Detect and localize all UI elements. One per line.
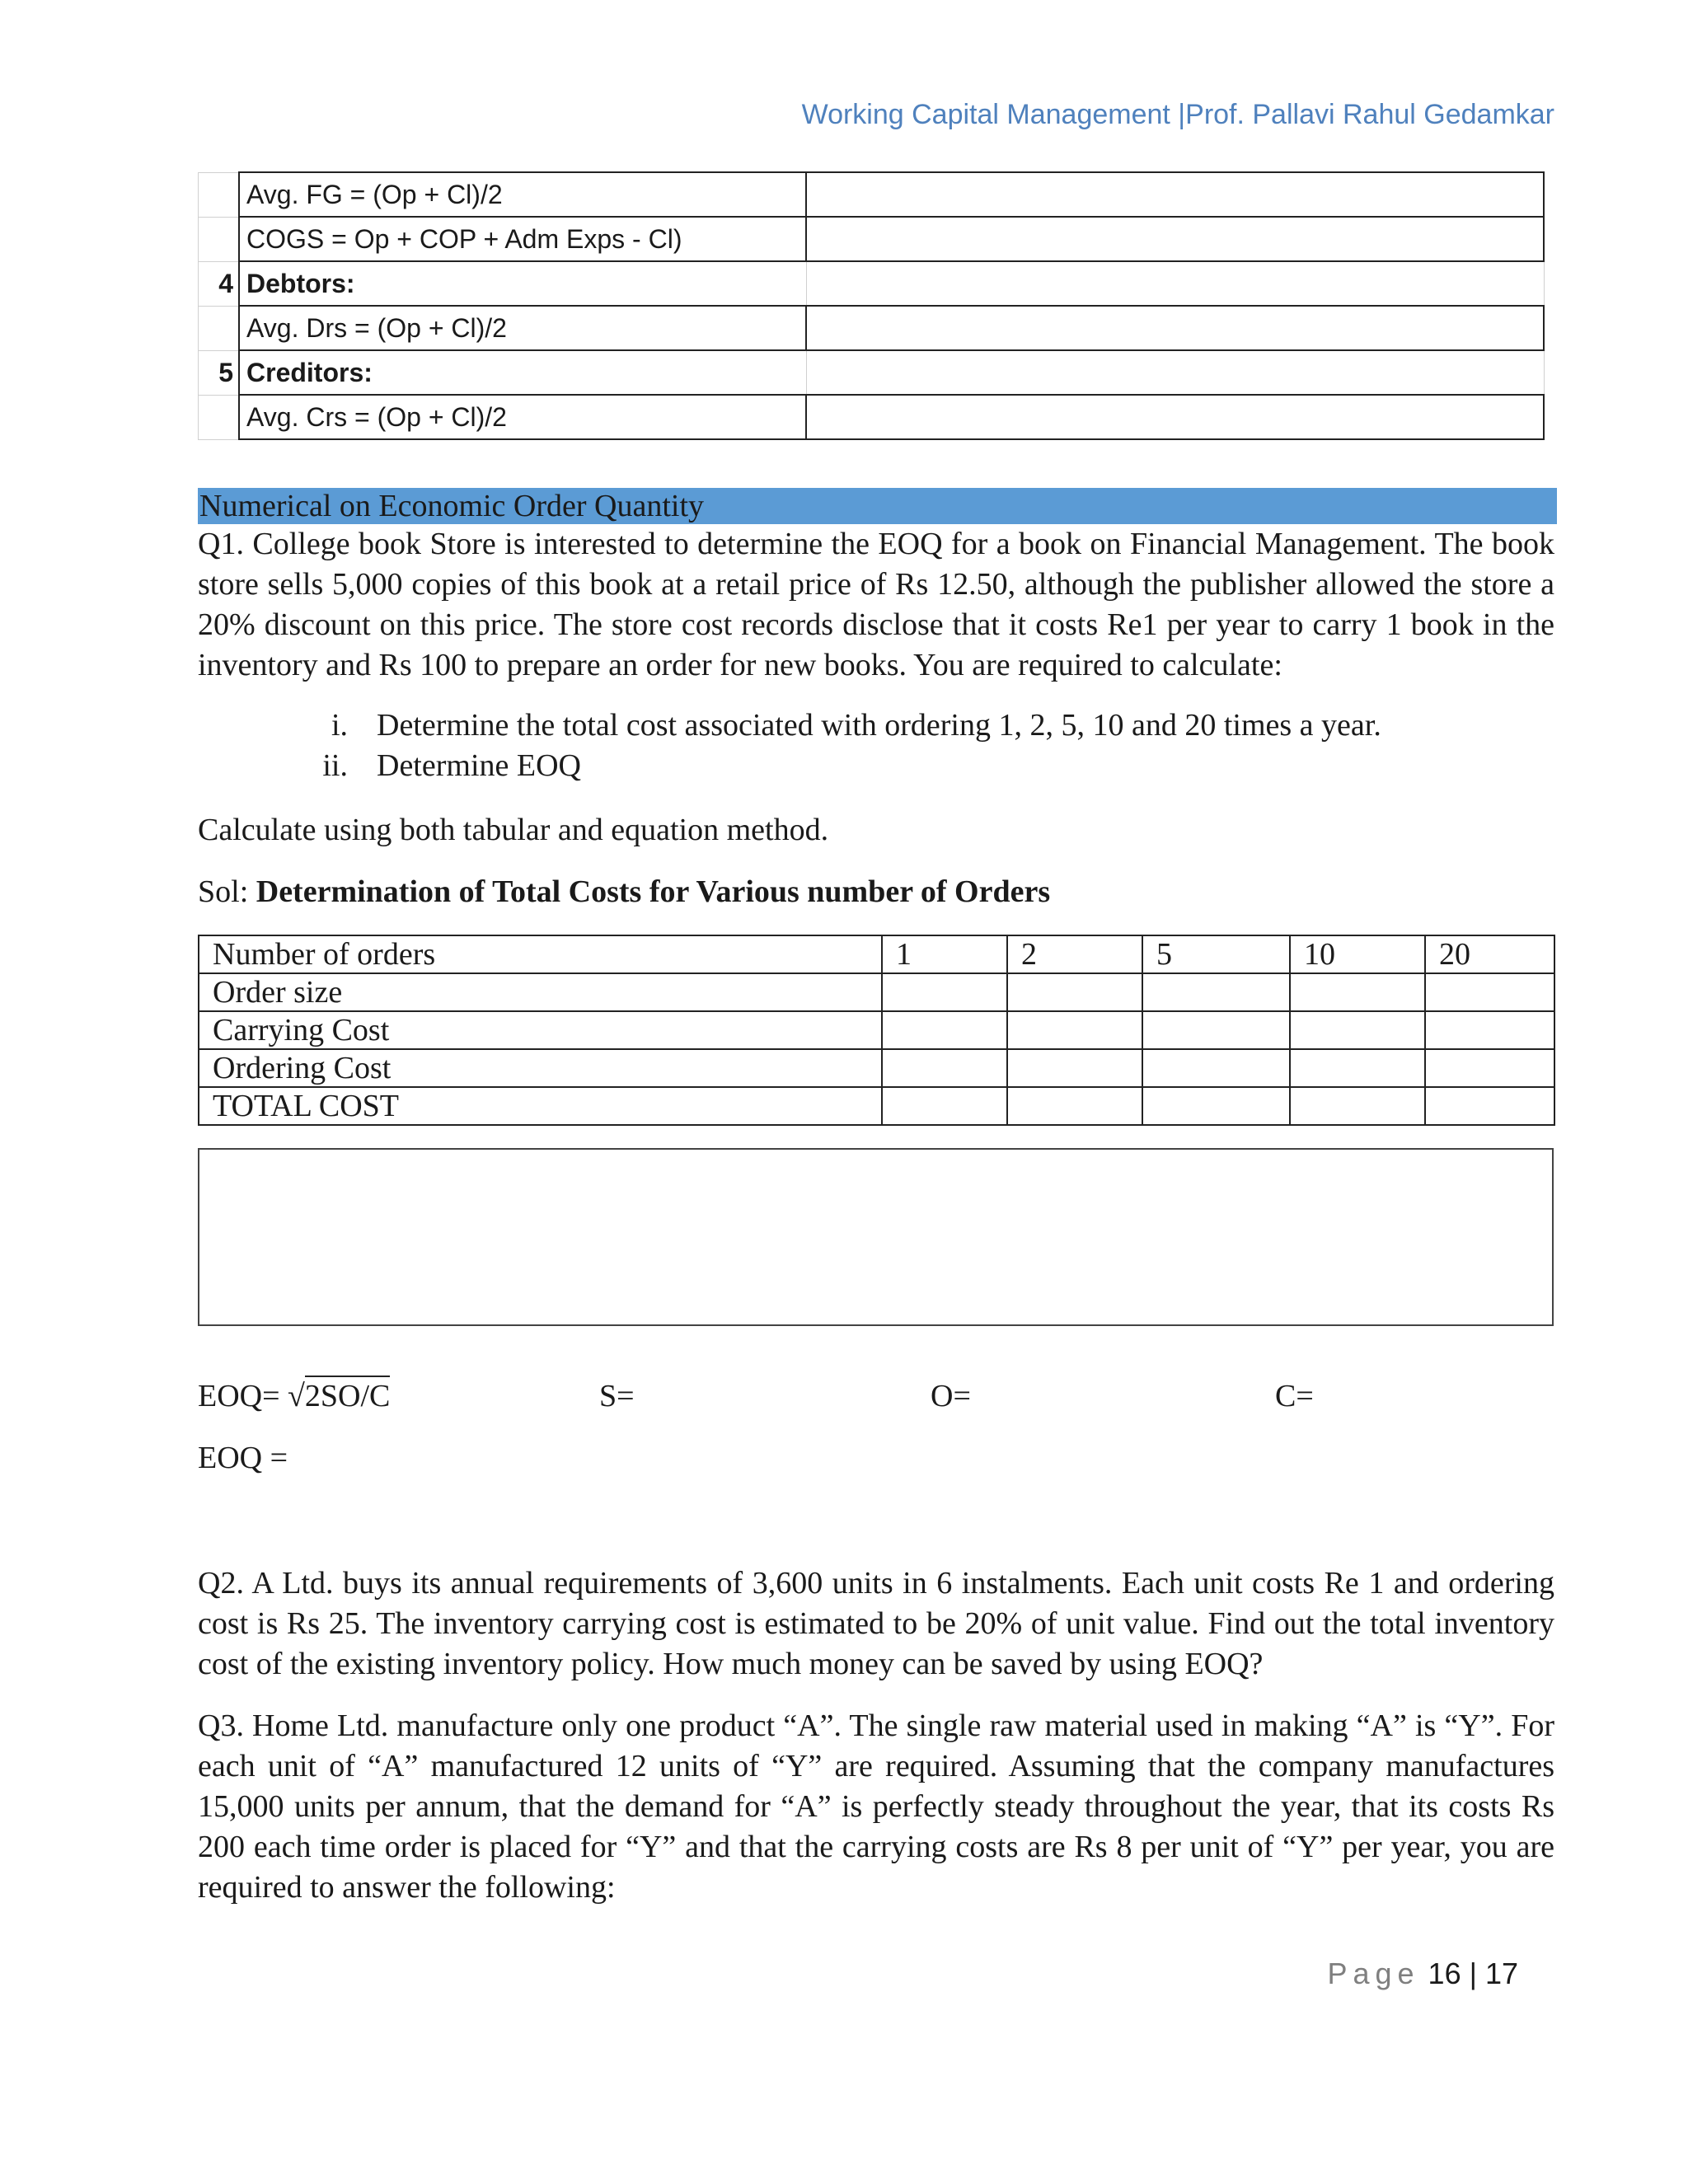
table-cell [1007,1049,1142,1087]
eoq-formula [198,1378,390,1414]
row-label: TOTAL COST [199,1087,882,1125]
formula-table [198,171,1545,440]
solution-title: Determination of Total Costs for Various number of Orders [256,874,1051,909]
table-cell [1142,1087,1290,1125]
table-cell [1425,1087,1554,1125]
eoq-result: EOQ = [198,1441,288,1475]
list-item-number: i. [331,708,348,743]
table-cell [1007,1087,1142,1125]
column-header: Number of orders [199,935,882,973]
answer-box [198,1148,1554,1326]
formula-heading: Creditors: [239,350,806,395]
table-cell [1142,1049,1290,1087]
table-cell [1290,1087,1425,1125]
page-label: Page [1327,1957,1420,1990]
formula-value-cell [806,395,1544,439]
table-cell [1290,973,1425,1011]
section-heading: Numerical on Economic Order Quantity [198,488,1557,524]
solution-heading [198,872,1554,912]
row-number: 5 [199,350,240,395]
formula-row [199,306,1545,350]
table-row [199,1011,1554,1049]
row-number [199,306,240,350]
table-cell [1425,1011,1554,1049]
eoq-formula-prefix: EOQ= √ [198,1379,305,1413]
formula-label: Avg. FG = (Op + Cl)/2 [239,172,806,217]
question-1-text: Q1. College book Store is interested to determine the EOQ for a book on Financial Management. The book store sells 5,000 copies of this book at a retail price of Rs 12.50, although the publisher allowed the store a 20% discount on this price. The store cost records disclose that it costs Re1 per year to carry 1 book in the inventory and Rs 100 to prepare an order for new books. You are required to calculate: [198,527,1554,682]
table-cell [882,973,1007,1011]
running-header: Working Capital Management |Prof. Pallavi Rahul Gedamkar [801,99,1554,130]
page-number: 16 | 17 [1428,1957,1518,1990]
formula-value-cell [806,172,1544,217]
question-2-text: Q2. A Ltd. buys its annual requirements of 3,600 units in 6 instalments. Each unit costs Re 1 and ordering cost is Rs 25. The inventory carrying cost is estimated to be 20% of unit value. Find out the total inventory cost of the existing inventory policy. How much money can be saved by using EOQ? [198,1566,1554,1681]
row-number [199,172,240,217]
c-variable: C= [1275,1379,1314,1413]
formula-value-cell [806,350,1544,395]
column-header: 20 [1425,935,1554,973]
row-label: Order size [199,973,882,1011]
table-cell [1290,1049,1425,1087]
row-number: 4 [199,261,240,306]
column-header: 1 [882,935,1007,973]
formula-row [199,217,1545,261]
list-item-text: Determine the total cost associated with ordering 1, 2, 5, 10 and 20 times a year. [377,708,1381,743]
table-header-row [199,935,1554,973]
question-3-text: Q3. Home Ltd. manufacture only one product “A”. The single raw material used in making “A” is “Y”. For each unit of “A” manufactured 12 units of “Y” are required. Assuming that the company manufactures 15,000 units per annum, that the demand for “A” is perfectly steady throughout the year, that its costs Rs 200 each time order is placed for “Y” and that the carrying costs are Rs 8 per unit of “Y” per year, you are required to answer the following: [198,1708,1554,1905]
list-item-number: ii. [322,748,348,783]
formula-label: COGS = Op + COP + Adm Exps - Cl) [239,217,806,261]
table-row [199,1049,1554,1087]
table-cell [1142,1011,1290,1049]
column-header: 5 [1142,935,1290,973]
formula-heading-row [199,350,1545,395]
o-variable: O= [931,1379,971,1413]
formula-heading-row [199,261,1545,306]
row-number [199,395,240,439]
orders-cost-table [198,935,1555,1126]
table-cell [1142,973,1290,1011]
eoq-formula-radicand: 2SO/C [305,1376,390,1413]
table-row [199,973,1554,1011]
formula-value-cell [806,217,1544,261]
solution-prefix: Sol: [198,874,256,909]
s-variable: S= [599,1379,635,1413]
column-header: 10 [1290,935,1425,973]
table-cell [1425,1049,1554,1087]
formula-label: Avg. Drs = (Op + Cl)/2 [239,306,806,350]
row-number [199,217,240,261]
table-cell [882,1011,1007,1049]
table-cell [882,1087,1007,1125]
method-instruction: Calculate using both tabular and equation method. [198,813,829,847]
list-item-text: Determine EOQ [377,748,581,783]
formula-row [199,395,1545,439]
table-row [199,1087,1554,1125]
table-cell [1007,973,1142,1011]
row-label: Ordering Cost [199,1049,882,1087]
page-footer [1327,1957,1518,1991]
column-header: 2 [1007,935,1142,973]
table-cell [1425,973,1554,1011]
row-label: Carrying Cost [199,1011,882,1049]
table-cell [882,1049,1007,1087]
table-cell [1290,1011,1425,1049]
formula-row [199,172,1545,217]
formula-value-cell [806,306,1544,350]
formula-heading: Debtors: [239,261,806,306]
formula-value-cell [806,261,1544,306]
formula-label: Avg. Crs = (Op + Cl)/2 [239,395,806,439]
table-cell [1007,1011,1142,1049]
